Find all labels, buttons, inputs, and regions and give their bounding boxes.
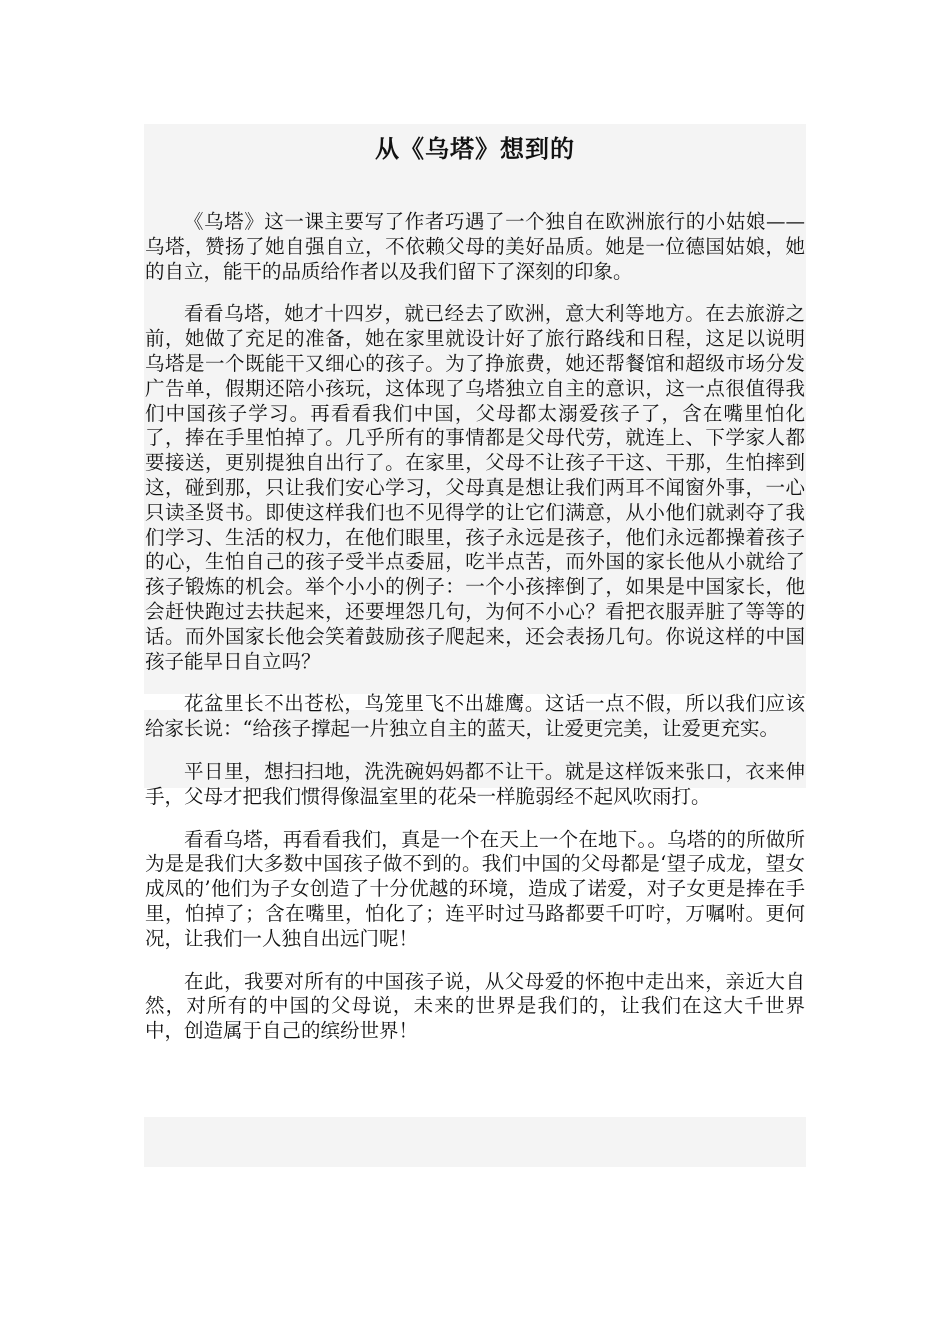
paragraph-reflection: 看看乌塔，再看看我们，真是一个在天上一个在地下。。乌塔的的所做所为是是我们大多数中国孩子做不到的。我们中国的父母都是‘望子成龙，望女成凤的’他们为子女创造了十分优越的环境，造成了诺爱，对子女更是捧在手里，怕掉了；含在嘴里，怕化了；连平时过马路都要千叮咛，万嘱咐。更何况，让我们一人独自出远门呢！: [145, 827, 805, 950]
paragraph-intro: 《乌塔》这一课主要写了作者巧遇了一个独自在欧洲旅行的小姑娘——乌塔，赞扬了她自强自立，不依赖父母的美好品质。她是一位德国姑娘，她的自立，能干的品质给作者以及我们留下了深刻的印象。: [145, 210, 805, 283]
paragraph-conclusion: 在此，我要对所有的中国孩子说，从父母爱的怀抱中走出来，亲近大自然，对所有的中国的父母说，未来的世界是我们的，让我们在这大千世界中，创造属于自己的缤纷世界！: [145, 969, 805, 1043]
article-title: 从《乌塔》想到的: [375, 134, 575, 163]
paragraph-daily-life: 平日里，想扫扫地，洗洗碗妈妈都不让干。就是这样饭来张口，衣来伸手，父母才把我们惯得像温室里的花朵一样脆弱经不起风吹雨打。: [145, 759, 805, 808]
highlight-band-bottom: [144, 1117, 806, 1167]
paragraph-proverb: 花盆里长不出苍松，鸟笼里飞不出雄鹰。这话一点不假，所以我们应该给家长说：“给孩子撑起一片独立自主的蓝天，让爱更完美，让爱更充实。: [145, 692, 805, 741]
paragraph-comparison: 看看乌塔，她才十四岁，就已经去了欧洲，意大利等地方。在去旅游之前，她做了充足的准备，她在家里就设计好了旅行路线和日程，这足以说明乌塔是一个既能干又细心的孩子。为了挣旅费，她还帮餐馆和超级市场分发广告单，假期还陪小孩玩，这体现了乌塔独立自主的意识，这一点很值得我们中国孩子学习。再看看我们中国，父母都太溺爱孩子了，含在嘴里怕化了，捧在手里怕掉了。几乎所有的事情都是父母代劳，就连上、下学家人都要接送，更别提独自出行了。在家里，父母不让孩子干这、干那，生怕摔到这，碰到那，只让我们安心学习，父母真是想让我们两耳不闻窗外事，一心只读圣贤书。即使这样我们也不见得学的让它们满意，从小他们就剥夺了我们学习、生活的权力，在他们眼里，孩子永远是孩子，他们永远都操着孩子的心，生怕自己的孩子受半点委屈，吃半点苦，而外国的家长他从小就给了孩子锻炼的机会。举个小小的例子：一个小孩摔倒了，如果是中国家长，他会赶快跑过去扶起来，还要埋怨几句，为何不小心？看把衣服弄脏了等等的话。而外国家长他会笑着鼓励孩子爬起来，还会表扬几句。你说这样的中国孩子能早日自立吗？: [145, 302, 805, 673]
article: [145, 128, 805, 1062]
